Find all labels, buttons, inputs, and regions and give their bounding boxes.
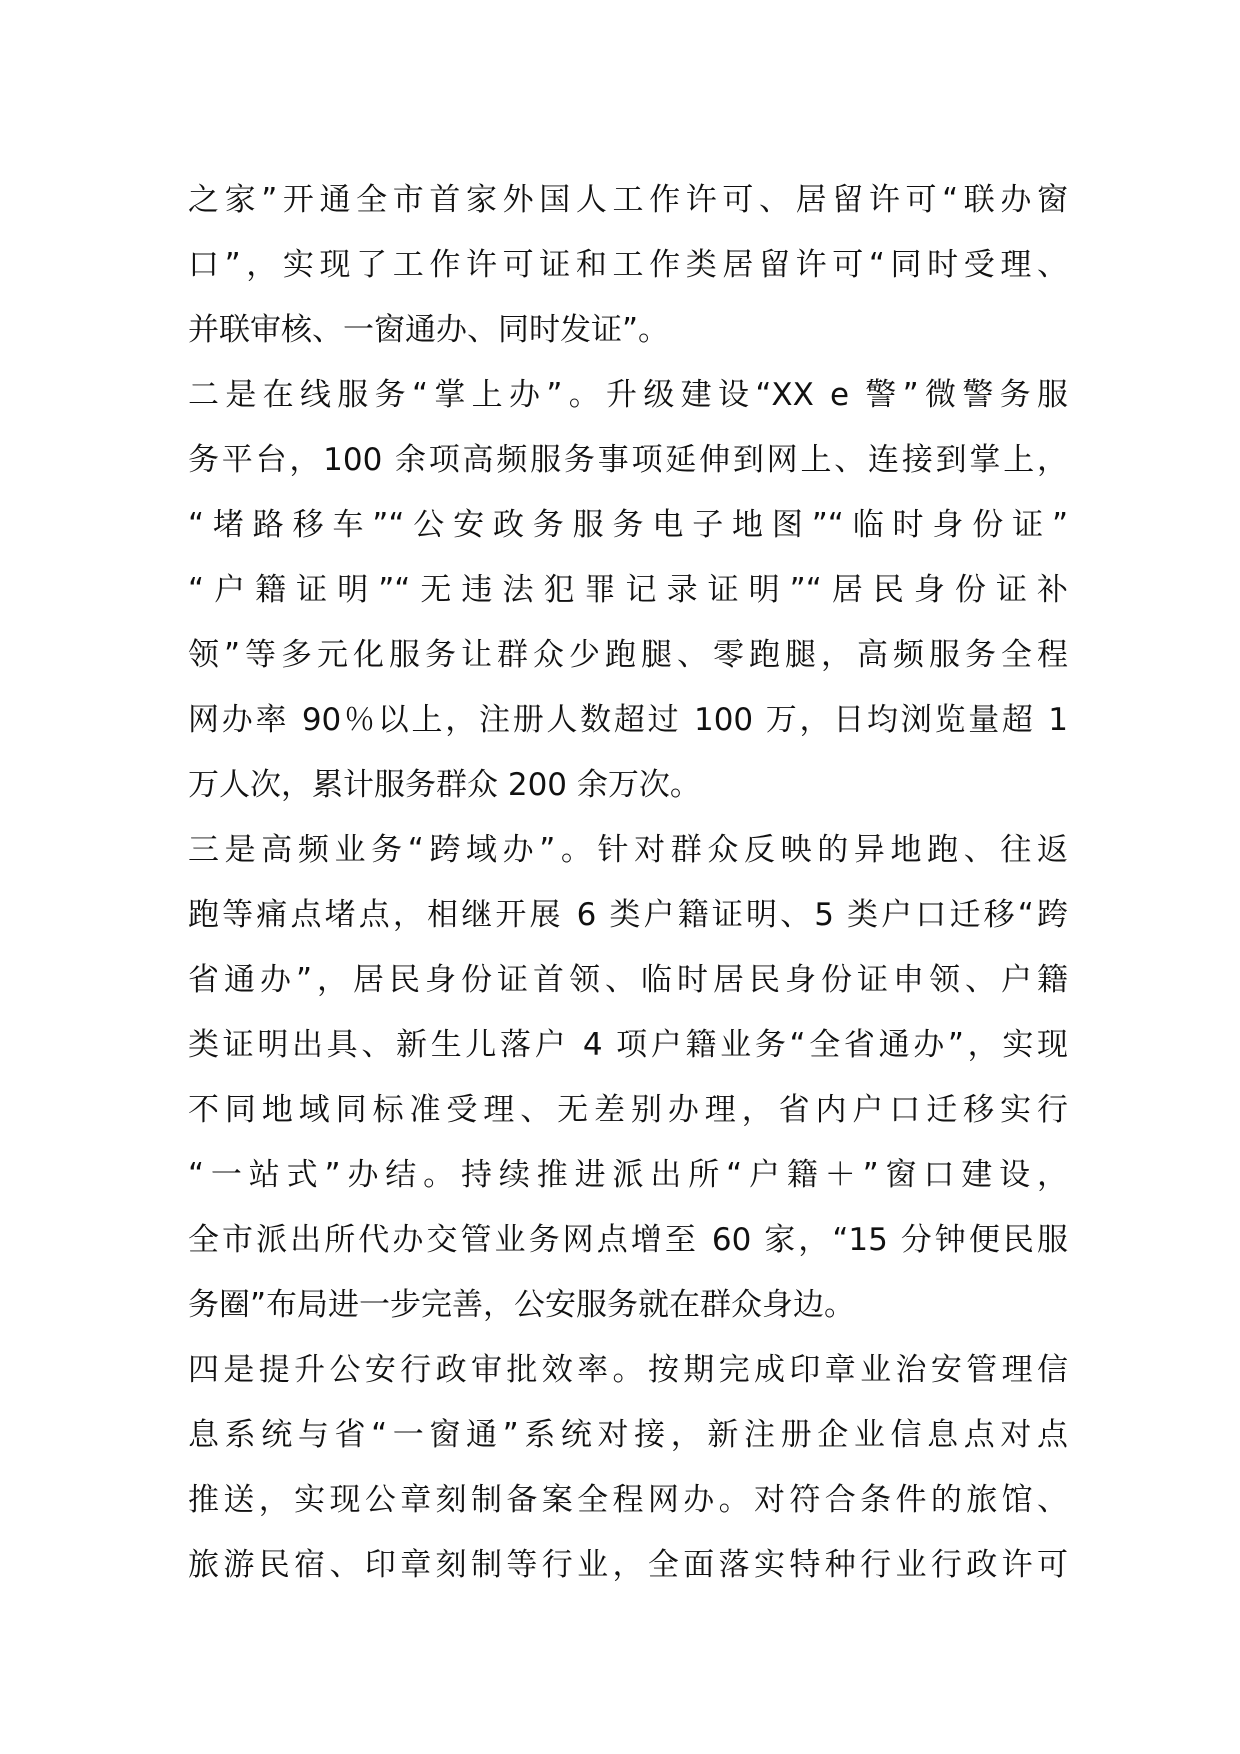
body-text xyxy=(188,168,1068,1598)
text-line: 务圈”布局进一步完善，公安服务就在群众身边。 xyxy=(188,1287,856,1323)
text-line: 务平台，100 余项高频服务事项延伸到网上、连接到掌上， xyxy=(188,442,1068,478)
text-line: 省通办”，居民身份证首领、临时居民身份证申领、户籍 xyxy=(188,962,1068,998)
text-line: “户籍证明”“无违法犯罪记录证明”“居民身份证补 xyxy=(188,572,1068,608)
text-line: 跑等痛点堵点，相继开展 6 类户籍证明、5 类户口迁移“跨 xyxy=(188,897,1068,933)
text-line: 之家”开通全市首家外国人工作许可、居留许可“联办窗 xyxy=(188,182,1068,218)
text-line: 不同地域同标准受理、无差别办理，省内户口迁移实行 xyxy=(188,1092,1068,1128)
text-line: 网办率 90％以上，注册人数超过 100 万，日均浏览量超 1 xyxy=(188,702,1068,738)
text-line: 息系统与省“一窗通”系统对接，新注册企业信息点对点 xyxy=(188,1417,1068,1453)
text-line: 万人次，累计服务群众 200 余万次。 xyxy=(188,767,701,803)
text-line: 口”，实现了工作许可证和工作类居留许可“同时受理、 xyxy=(188,247,1068,283)
text-line: 推送，实现公章刻制备案全程网办。对符合条件的旅馆、 xyxy=(188,1482,1068,1518)
text-line: 并联审核、一窗通办、同时发证”。 xyxy=(188,312,670,348)
text-line: “堵路移车”“公安政务服务电子地图”“临时身份证” xyxy=(188,507,1068,543)
text-line: 领”等多元化服务让群众少跑腿、零跑腿，高频服务全程 xyxy=(188,637,1068,673)
text-line: 全市派出所代办交管业务网点增至 60 家，“15 分钟便民服 xyxy=(188,1222,1068,1258)
text-line: 类证明出具、新生儿落户 4 项户籍业务“全省通办”，实现 xyxy=(188,1027,1068,1063)
text-line: “一站式”办结。持续推进派出所“户籍＋”窗口建设， xyxy=(188,1157,1068,1193)
text-line: 旅游民宿、印章刻制等行业，全面落实特种行业行政许可 xyxy=(188,1547,1068,1583)
text-line: 三是高频业务“跨域办”。针对群众反映的异地跑、往返 xyxy=(188,832,1068,868)
text-line: 四是提升公安行政审批效率。按期完成印章业治安管理信 xyxy=(188,1352,1068,1388)
text-line: 二是在线服务“掌上办”。升级建设“XX e 警”微警务服 xyxy=(188,377,1068,413)
